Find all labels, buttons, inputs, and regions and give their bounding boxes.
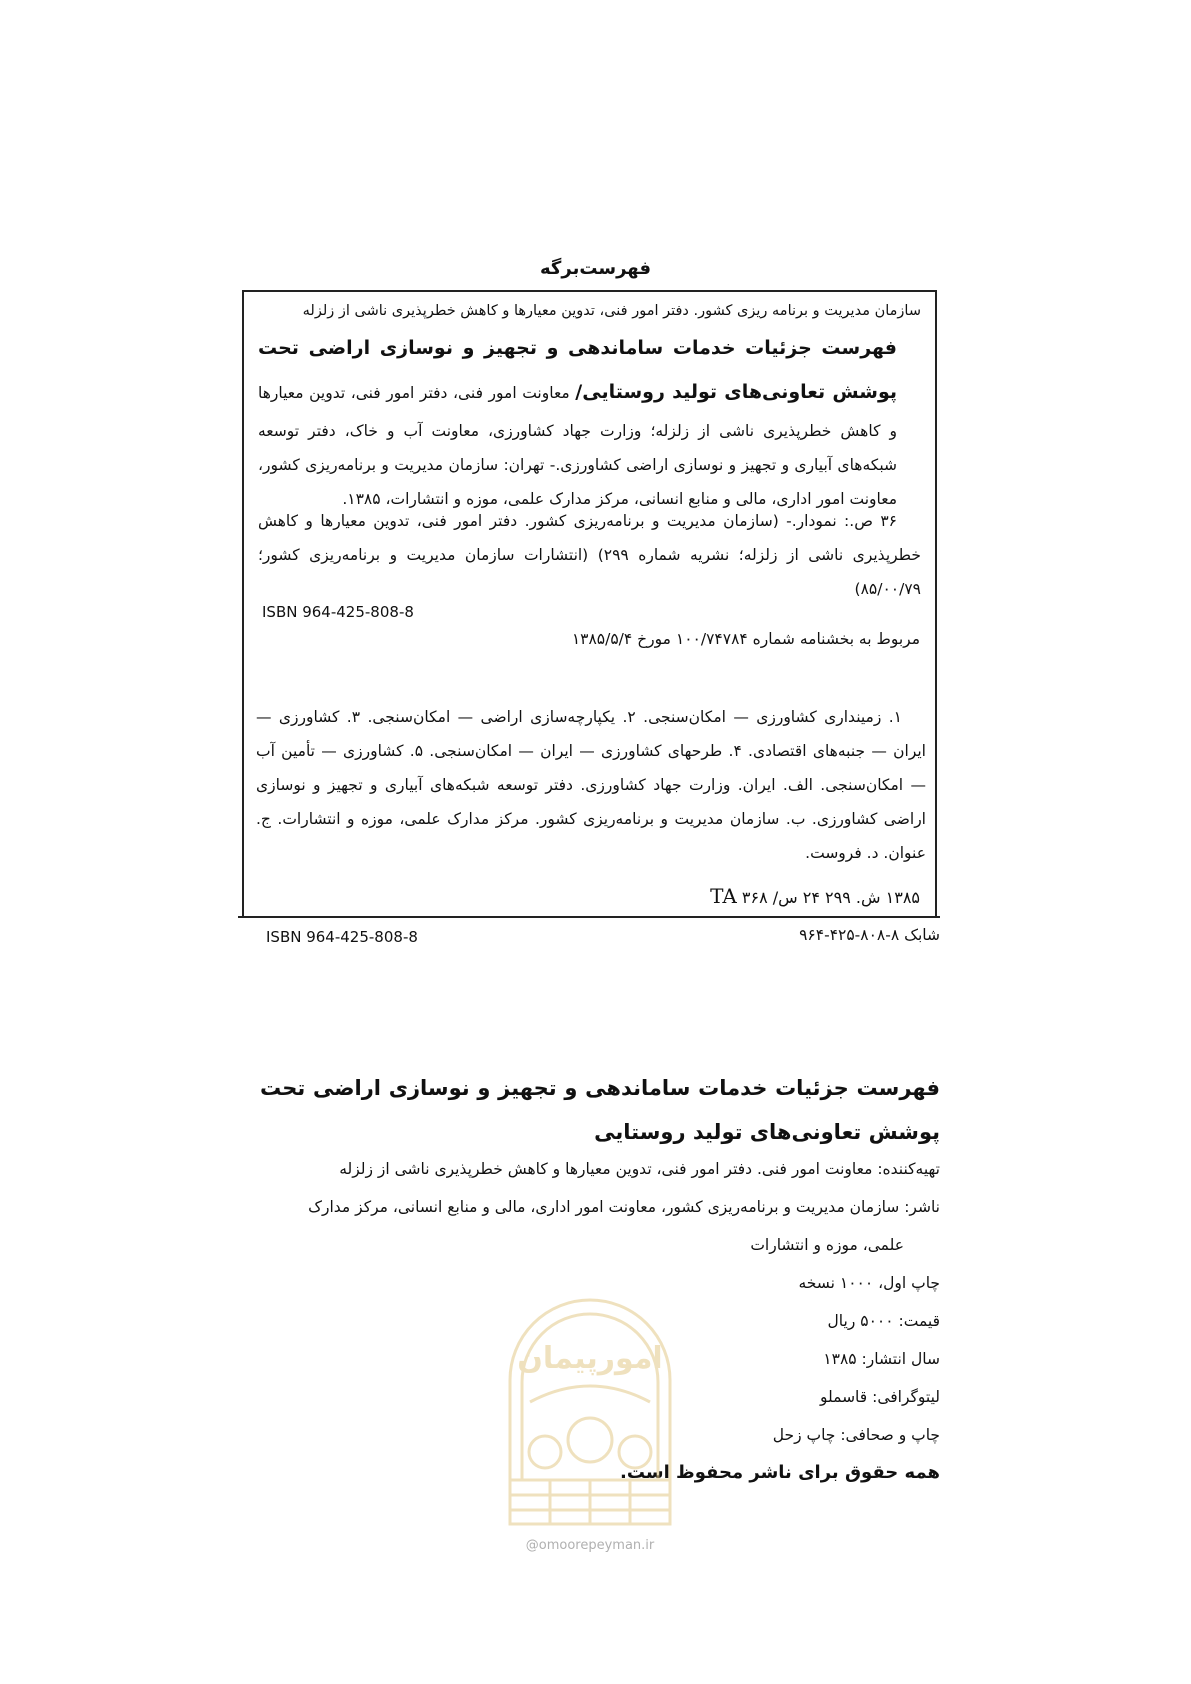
watermark-seal-icon bbox=[490, 1290, 690, 1535]
classification-latin: TA bbox=[710, 884, 737, 908]
imprint-publisher-cont: علمی، موزه و انتشارات bbox=[750, 1236, 904, 1254]
imprint-title: فهرست جزئیات خدمات ساماندهی و تجهیز و نوسازی اراضی تحت پوشش تعاونی‌های تولید روستایی bbox=[260, 1076, 940, 1144]
catalog-isbn: ISBN 964-425-808-8 bbox=[262, 603, 414, 621]
imprint-lithography: لیتوگرافی: قاسملو bbox=[819, 1388, 940, 1406]
catalog-subjects: ۱. زمینداری کشاورزی — امکان‌سنجی. ۲. یکپارچه‌سازی اراضی — امکان‌سنجی. ۳. کشاورزی — ایران — جنبه‌های اقتصادی. ۴. طرحهای کشاورزی — ایران — امکان‌سنجی. ۵. کشاورزی — تأمین آب — امکان‌سنجی. الف. ایران. وزارت جهاد کشاورزی. دفتر توسعه شبکه‌های آبیاری و تجهیز و نوسازی اراضی کشاورزی. ب. سازمان مدیریت و برنامه‌ریزی کشور. مرکز مدارک علمی، موزه و انتشارات. ج. عنوان. د. فروست. bbox=[256, 708, 926, 862]
imprint-prepared-by: تهیه‌کننده: معاونت امور فنی. دفتر امور فنی، تدوین معیارها و کاهش خطرپذیری ناشی از زلزله bbox=[339, 1160, 940, 1178]
imprint-edition: چاپ اول، ۱۰۰۰ نسخه bbox=[798, 1274, 940, 1292]
catalog-related-circular: مربوط به بخشنامه شماره ۱۰۰/۷۴۷۸۴ مورخ ۱۳۸۵/۵/۴ bbox=[571, 630, 920, 648]
catalog-author-line: سازمان مدیریت و برنامه ریزی کشور. دفتر امور فنی، تدوین معیارها و کاهش خطرپذیری ناشی از زلزله bbox=[302, 303, 921, 319]
isbn-latin: ISBN 964-425-808-8 bbox=[266, 928, 418, 946]
catalog-title: فهرست جزئیات خدمات ساماندهی و تجهیز و نوسازی اراضی تحت پوشش تعاونی‌های تولید روستایی/ bbox=[258, 337, 897, 403]
seal-text: امورپیمان bbox=[517, 1341, 663, 1376]
catalog-heading: فهرست‌برگه bbox=[540, 258, 651, 279]
catalog-card-bottom-rule bbox=[238, 916, 940, 918]
imprint-price: قیمت: ۵۰۰۰ ریال bbox=[827, 1312, 940, 1330]
imprint-publisher: ناشر: سازمان مدیریت و برنامه‌ریزی کشور، معاونت امور اداری، مالی و منابع انسانی، مرکز مدارک bbox=[308, 1198, 940, 1216]
catalog-title-statement: معاونت امور فنی، دفتر امور فنی، تدوین معیارها و کاهش خطرپذیری ناشی از زلزله؛ وزارت جهاد کشاورزی، معاونت آب و خاک، دفتر توسعه شبکه‌های آبیاری و تجهیز و نوسازی اراضی کشاورزی.- تهران: سازمان مدیریت و برنامه‌ریزی کشور، معاونت امور اداری، مالی و منابع انسانی، مرکز مدارک علمی، موزه و انتشارات، ۱۳۸۵. bbox=[258, 384, 897, 508]
catalog-classification bbox=[540, 884, 920, 908]
imprint-year: سال انتشار: ۱۳۸۵ bbox=[823, 1350, 940, 1368]
classification-persian: ۱۳۸۵ ش. ۲۹۹ ۲۴ س/ ۳۶۸ bbox=[741, 888, 920, 907]
watermark-caption: @omoorepeyman.ir bbox=[525, 1538, 655, 1553]
catalog-physical-description: ۳۶ ص.: نمودار.- (سازمان مدیریت و برنامه‌ریزی کشور. دفتر امور فنی، تدوین معیارها و کاهش خطرپذیری ناشی از زلزله؛ نشریه شماره ۲۹۹) (انتشارات سازمان مدیریت و برنامه‌ریزی کشور؛ ۸۵/۰۰/۷۹) bbox=[258, 512, 921, 598]
imprint-printing: چاپ و صحافی: چاپ زحل bbox=[772, 1426, 940, 1444]
catalog-main-entry bbox=[258, 326, 921, 516]
imprint-rights: همه حقوق برای ناشر محفوظ است. bbox=[620, 1462, 940, 1483]
isbn-persian: شابک ۸-۸۰۸-۴۲۵-۹۶۴ bbox=[799, 926, 940, 944]
